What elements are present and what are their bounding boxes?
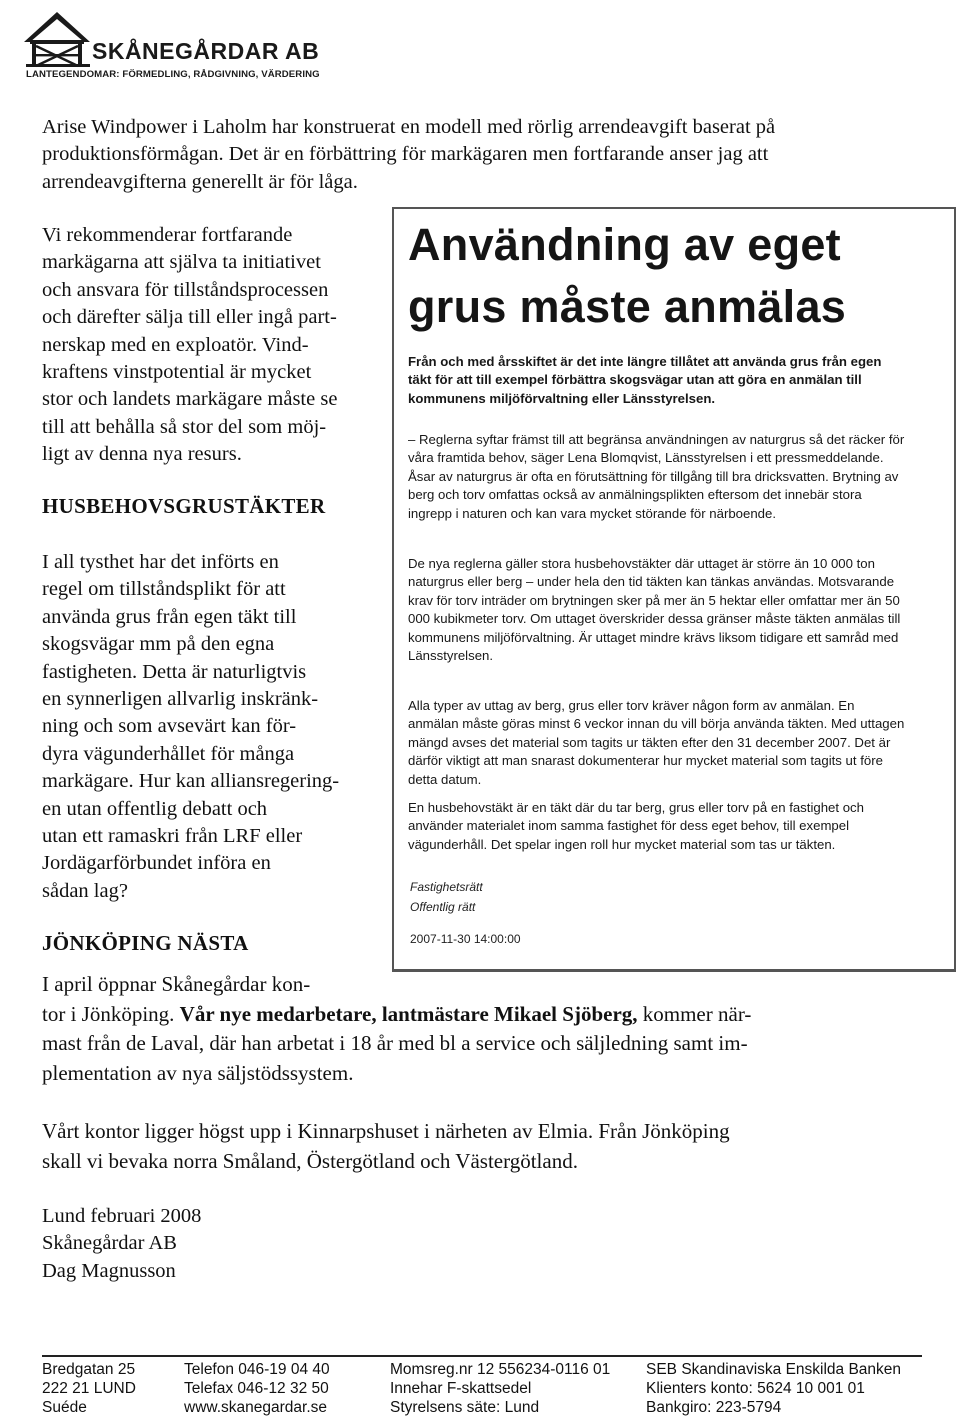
- text-line: fastigheten. Detta är naturligtvis: [42, 660, 307, 683]
- text-line: skogsvägar mm på den egna: [42, 633, 275, 656]
- jonkoping-paragraph: [42, 970, 751, 1088]
- footer-line: Telefon 046-19 04 40: [184, 1361, 330, 1378]
- text-line: regel om tillståndsplikt för att: [42, 578, 286, 601]
- text-line: Vårt kontor ligger högst upp i Kinnarpshuset i närheten av Elmia. Från Jönköping: [42, 1119, 730, 1143]
- text-line: en utan offentlig debatt och: [42, 797, 268, 820]
- signature-place-date: Lund februari 2008: [42, 1205, 202, 1227]
- text-line: ning och som avsevärt kan för-: [42, 715, 297, 738]
- signature-company: Skånegårdar AB: [42, 1232, 177, 1255]
- footer-line: Innehar F-skattsedel: [390, 1380, 532, 1397]
- footer-line: Momsreg.nr 12 556234-0116 01: [390, 1361, 611, 1378]
- clipping-paragraph-4: [408, 799, 864, 854]
- signature-block: [42, 1203, 201, 1285]
- clipping-timestamp: 2007-11-30 14:00:00: [410, 932, 521, 946]
- footer-bank: [646, 1360, 901, 1417]
- text-line: kraftens vinstpotential är mycket: [42, 361, 312, 384]
- text-line: berg och torv omfattas också av anmälningsplikten eftersom det innebär stora: [408, 487, 862, 503]
- text-line: därför viktigt att man snarast dokumenterar hur mycket material som tagits ut före: [408, 753, 883, 769]
- text-line: kommunens miljöförvaltning. Är uttaget mindre krävs liksom tidigare ett samråd med: [408, 629, 899, 645]
- section-heading-jonkoping: JÖNKÖPING NÄSTA: [42, 931, 249, 955]
- text-line: och därefter sälja till eller ingå part-: [42, 306, 337, 329]
- text-line: markägare. Hur kan alliansregering-: [42, 770, 340, 793]
- text-line: naturgrus eller berg – under hela den tid täkten kan tänkas användas. Motsvarande: [408, 574, 895, 590]
- text-fragment: tor i Jönköping.: [42, 1001, 180, 1026]
- clipping-headline-line-2: grus måste anmälas: [408, 281, 847, 332]
- footer-line: Bankgiro: 223-5794: [646, 1399, 782, 1416]
- footer-line: Styrelsens säte: Lund: [390, 1399, 540, 1416]
- footer-line: Bredgatan 25: [42, 1361, 136, 1378]
- text-line: dyra vägunderhållet för många: [42, 742, 295, 765]
- clipping-paragraph-1: [408, 431, 904, 523]
- text-fragment: kommer när-: [637, 1001, 752, 1026]
- footer-line: Klienters konto: 5624 10 001 01: [646, 1380, 865, 1397]
- office-paragraph: [42, 1117, 730, 1176]
- text-line: ingrepp i naturen och kan vara mycket störande för närboende.: [408, 505, 777, 521]
- text-line: markägarna att själva ta initiativet: [42, 251, 321, 274]
- text-line: Från och med årsskiftet är det inte längre tillåtet att använda grus från egen: [408, 354, 882, 369]
- text-line: Alla typer av uttag av berg, grus eller torv kräver någon form av anmälan. En: [408, 698, 855, 713]
- footer-website-link[interactable]: www.skanegardar.se: [184, 1399, 328, 1416]
- clipping-category: Fastighetsrätt: [410, 880, 483, 894]
- text-line: stor och landets markägare måste se: [42, 388, 338, 411]
- text-line: detta datum.: [408, 771, 482, 787]
- text-line: En husbehovstäkt är en täkt där du tar berg, grus eller torv på en fastighet och: [408, 800, 864, 815]
- text-line: skall vi bevaka norra Småland, Östergötland och Västergötland.: [42, 1148, 578, 1173]
- text-line: våra framtida behov, säger Lena Blomqvist, Länsstyrelsen i ett pressmeddelande.: [408, 450, 884, 466]
- section-heading-husbehov: HUSBEHOVSGRUSTÄKTER: [42, 494, 326, 518]
- text-line: arrendeavgifterna generellt är för låga.: [42, 170, 358, 193]
- text-line: plementation av nya säljstödssystem.: [42, 1060, 354, 1085]
- text-line: nerskap med en exploatör. Vind-: [42, 333, 309, 356]
- footer-line: Telefax 046-12 32 50: [184, 1380, 329, 1397]
- footer-line: SEB Skandinaviska Enskilda Banken: [646, 1361, 902, 1378]
- text-line: ligt av denna nya resurs.: [42, 443, 242, 466]
- text-line: krav för torv inträder om brytningen sker på mer än 5 hektar eller omfattar mer än 50: [408, 592, 900, 608]
- recommendation-paragraph: [42, 222, 337, 469]
- text-line: kommunens miljöförvaltning eller Länsstyrelsen.: [408, 390, 716, 406]
- clipping-paragraph-3: [408, 697, 904, 789]
- text-line: använder materialet inom samma fastighet för dess eget behov, till exempel: [408, 818, 850, 834]
- footer-line: 222 21 LUND: [42, 1380, 136, 1397]
- new-employee-highlight: Vår nye medarbetare, lantmästare Mikael Sjöberg,: [179, 1001, 638, 1026]
- news-clipping: [392, 207, 956, 972]
- text-line: en synnerligen allvarlig inskränk-: [42, 688, 319, 711]
- text-line: Åsar av naturgrus är ofta en förutsättning för tillgång till bra dricksvatten. Brytning av: [408, 468, 899, 484]
- text-line: I april öppnar Skånegårdar kon-: [42, 972, 311, 996]
- signature-person: Dag Magnusson: [42, 1259, 176, 1282]
- text-line: Arise Windpower i Laholm har konstruerat en modell med rörlig arrendeavgift baserat på: [42, 116, 776, 138]
- footer-divider: [42, 1355, 922, 1357]
- text-line: vägunderhåll. Det spelar ingen roll hur mycket material som tas ur täkten.: [408, 836, 836, 852]
- logo-name: SKÅNEGÅRDAR AB: [92, 38, 320, 64]
- intro-paragraph: [42, 114, 775, 196]
- clipping-paragraph-2: [408, 555, 900, 665]
- text-line: Länsstyrelsen.: [408, 648, 494, 664]
- text-line: sådan lag?: [42, 879, 128, 902]
- text-line: I all tysthet har det införts en: [42, 551, 279, 573]
- text-line: mast från de Laval, där han arbetat i 18 år med bl a service och säljledning samt im-: [42, 1031, 748, 1055]
- text-line: produktionsförmågan. Det är en förbättring för markägaren men fortfarande anser jag att: [42, 143, 769, 166]
- farm-barn-icon: [22, 8, 92, 70]
- text-line: täkt för att till exempel förbättra skogsvägar utan att göra en anmälan till: [408, 372, 862, 388]
- footer-registration: [390, 1360, 610, 1417]
- clipping-lead: [408, 353, 881, 408]
- text-line: Jordägarförbundet införa en: [42, 852, 271, 875]
- text-line: [42, 1000, 751, 1030]
- text-line: De nya reglerna gäller stora husbehovstäkter där uttaget är större än 10 000 ton: [408, 556, 875, 571]
- footer-address: [42, 1360, 136, 1417]
- logo-tagline: LANTEGENDOMAR: FÖRMEDLING, RÅDGIVNING, VÄRDERING: [26, 69, 320, 80]
- text-line: 000 kubikmeter torv. Om uttaget överskrider dessa gränser måste täkten anmälas till: [408, 611, 901, 627]
- clipping-headline-line-1: Användning av eget: [408, 219, 841, 270]
- text-line: Vi rekommenderar fortfarande: [42, 224, 293, 246]
- text-line: utan ett ramaskri från LRF eller: [42, 825, 303, 848]
- text-line: anmälan måste göras minst 6 veckor innan du vill börja använda täkten. Med uttagen: [408, 716, 905, 732]
- husbehov-paragraph: [42, 549, 339, 905]
- text-line: använda grus från egen täkt till: [42, 605, 297, 628]
- text-line: mängd avses det material som tagits ur täkten efter den 31 december 2007. Det är: [408, 734, 891, 750]
- text-line: – Reglerna syftar främst till att begränsa användningen av naturgrus så det räcker för: [408, 432, 905, 447]
- text-line: och ansvara för tillståndsprocessen: [42, 278, 329, 301]
- footer-contact: [184, 1360, 330, 1417]
- clipping-subcategory: Offentlig rätt: [410, 900, 476, 914]
- footer-line: Suéde: [42, 1399, 87, 1416]
- text-line: till att behålla så stor del som möj-: [42, 415, 327, 438]
